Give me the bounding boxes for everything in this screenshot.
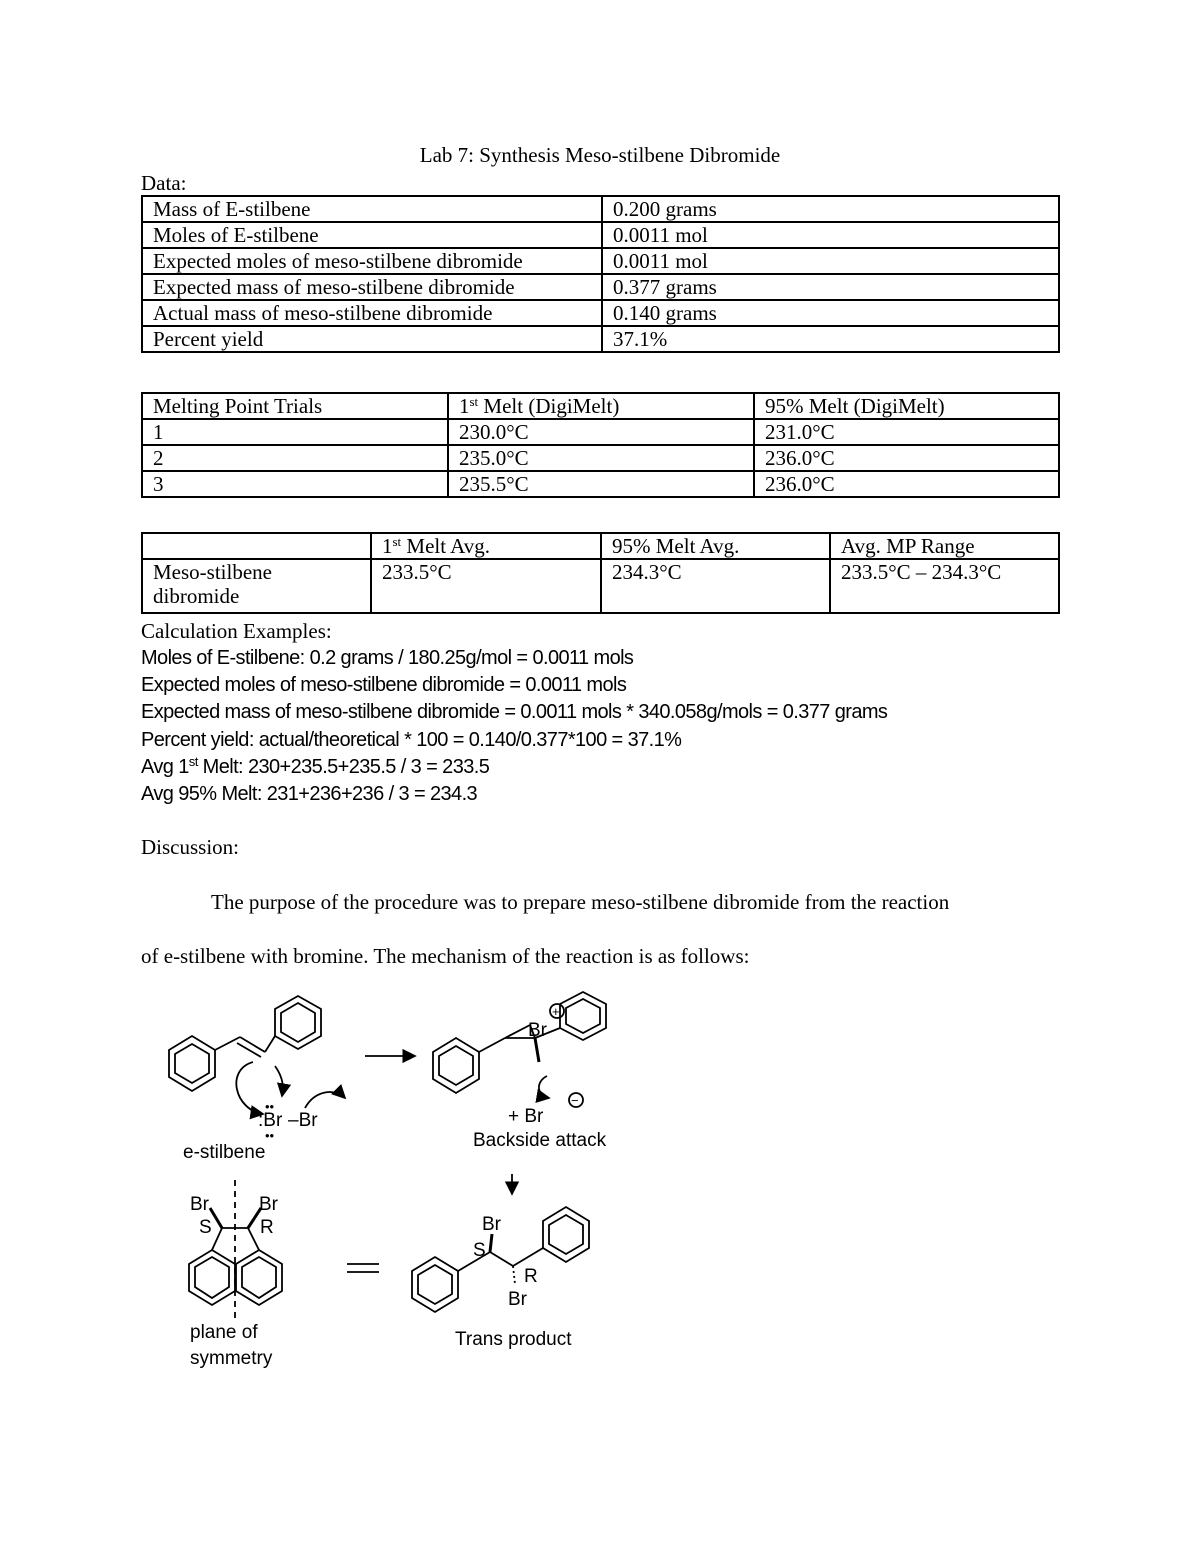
calculation-line <box>141 754 489 781</box>
table-cell: 234.3°C <box>601 559 830 613</box>
table-row <box>142 419 1059 445</box>
trans-product-label: Trans product <box>455 1329 572 1350</box>
benzene-ring <box>433 1038 479 1093</box>
benzene-ring <box>275 996 321 1049</box>
table-cell: 0.200 grams <box>602 196 1059 222</box>
table-cell: Meso-stilbene dibromide <box>142 559 371 613</box>
table-cell: 0.377 grams <box>602 274 1059 300</box>
table-cell: 233.5°C – 234.3°C <box>830 559 1059 613</box>
benzene-ring <box>189 1250 235 1305</box>
bromine-label: Br <box>528 1020 547 1041</box>
table-row <box>142 326 1059 352</box>
table-cell: Moles of E-stilbene <box>142 222 602 248</box>
stereo-s-label: S <box>199 1217 212 1238</box>
data-table <box>141 195 1060 353</box>
table-cell: 0.0011 mol <box>602 248 1059 274</box>
table-row <box>142 222 1059 248</box>
table-cell: 2 <box>142 445 448 471</box>
benzene-ring <box>543 1207 589 1262</box>
table-row <box>142 559 1059 613</box>
minus-charge: − <box>571 1093 579 1108</box>
table-row <box>142 471 1059 497</box>
table-row <box>142 300 1059 326</box>
benzene-ring <box>560 992 606 1040</box>
table-cell: 3 <box>142 471 448 497</box>
benzene-ring <box>169 1036 215 1091</box>
table-cell: 235.0°C <box>448 445 754 471</box>
header-cell: Avg. MP Range <box>830 533 1059 559</box>
table-cell: Mass of E-stilbene <box>142 196 602 222</box>
melting-point-table <box>141 392 1060 498</box>
header-cell: Melting Point Trials <box>142 393 448 419</box>
superscript: st <box>392 534 402 549</box>
table-cell: 230.0°C <box>448 419 754 445</box>
bromine-label: –Br <box>288 1110 318 1131</box>
table-header-row <box>142 393 1059 419</box>
plane-label: symmetry <box>190 1348 273 1369</box>
header-text: Melt (DigiMelt) <box>478 394 620 418</box>
discussion-paragraph-line: The purpose of the procedure was to prepare meso-stilbene dibromide from the reaction <box>211 890 950 914</box>
table-cell: 0.140 grams <box>602 300 1059 326</box>
bromine-label: :Br <box>258 1110 283 1131</box>
header-cell <box>371 533 601 559</box>
calculation-line: Moles of E-stilbene: 0.2 grams / 180.25g/mol = 0.0011 mols <box>141 647 634 669</box>
table-cell: 235.5°C <box>448 471 754 497</box>
table-cell: 233.5°C <box>371 559 601 613</box>
discussion-heading: Discussion: <box>141 835 240 859</box>
calc-text: Avg 1 <box>141 756 189 778</box>
table-cell: 231.0°C <box>754 419 1059 445</box>
bromine-label: Br <box>508 1289 527 1310</box>
benzene-ring <box>236 1250 282 1305</box>
bromine-label: Br <box>482 1214 501 1235</box>
plane-label: plane of <box>190 1322 258 1343</box>
table-cell: 1 <box>142 419 448 445</box>
table-row <box>142 248 1059 274</box>
reaction-mechanism-figure <box>135 990 635 1380</box>
table-row <box>142 196 1059 222</box>
calculation-heading: Calculation Examples: <box>141 619 332 643</box>
page-title: Lab 7: Synthesis Meso-stilbene Dibromide <box>419 143 781 167</box>
calculation-line: Expected mass of meso-stilbene dibromide = 0.0011 mols * 340.058g/mols = 0.377 grams <box>141 701 888 723</box>
header-cell <box>448 393 754 419</box>
calculation-line: Expected moles of meso-stilbene dibromide = 0.0011 mols <box>141 674 627 696</box>
table-cell: 236.0°C <box>754 471 1059 497</box>
stereo-s-label: S <box>473 1240 486 1261</box>
header-text: Melt Avg. <box>401 534 491 558</box>
backside-attack-label: Backside attack <box>473 1130 607 1151</box>
table-cell: Percent yield <box>142 326 602 352</box>
table-cell: Expected moles of meso-stilbene dibromide <box>142 248 602 274</box>
data-heading: Data: <box>141 171 187 195</box>
data-table-body <box>142 196 1059 352</box>
benzene-ring <box>412 1257 458 1312</box>
calculation-line: Percent yield: actual/theoretical * 100 = 0.140/0.377*100 = 37.1% <box>141 729 682 751</box>
table-cell: 0.0011 mol <box>602 222 1059 248</box>
table-row <box>142 445 1059 471</box>
bromide-label: + Br <box>508 1106 544 1127</box>
calculation-line: Avg 95% Melt: 231+236+236 / 3 = 234.3 <box>141 783 478 805</box>
superscript: st <box>469 394 479 409</box>
superscript: st <box>188 754 198 769</box>
header-text: 1 <box>459 394 470 418</box>
e-stilbene-label: e-stilbene <box>183 1142 266 1163</box>
table-cell: Expected mass of meso-stilbene dibromide <box>142 274 602 300</box>
stereo-r-label: R <box>260 1217 274 1238</box>
table-header-row <box>142 533 1059 559</box>
bromine-label: Br <box>190 1194 209 1215</box>
stereo-r-label: R <box>524 1266 538 1287</box>
lone-pair-dots: •• <box>265 1128 275 1143</box>
plus-charge: + <box>552 1004 560 1019</box>
header-cell: 95% Melt (DigiMelt) <box>754 393 1059 419</box>
header-cell: 95% Melt Avg. <box>601 533 830 559</box>
table-row <box>142 274 1059 300</box>
bromine-label: Br <box>259 1194 278 1215</box>
table-cell: 236.0°C <box>754 445 1059 471</box>
discussion-paragraph-line: of e-stilbene with bromine. The mechanism of the reaction is as follows: <box>141 944 750 968</box>
empty-header-cell <box>142 533 371 559</box>
table-cell: Actual mass of meso-stilbene dibromide <box>142 300 602 326</box>
header-text: 1 <box>382 534 393 558</box>
table-cell: 37.1% <box>602 326 1059 352</box>
averages-table <box>141 532 1060 614</box>
lone-pair-dots: •• <box>265 1099 275 1114</box>
calc-text: Melt: 230+235.5+235.5 / 3 = 233.5 <box>197 756 490 778</box>
